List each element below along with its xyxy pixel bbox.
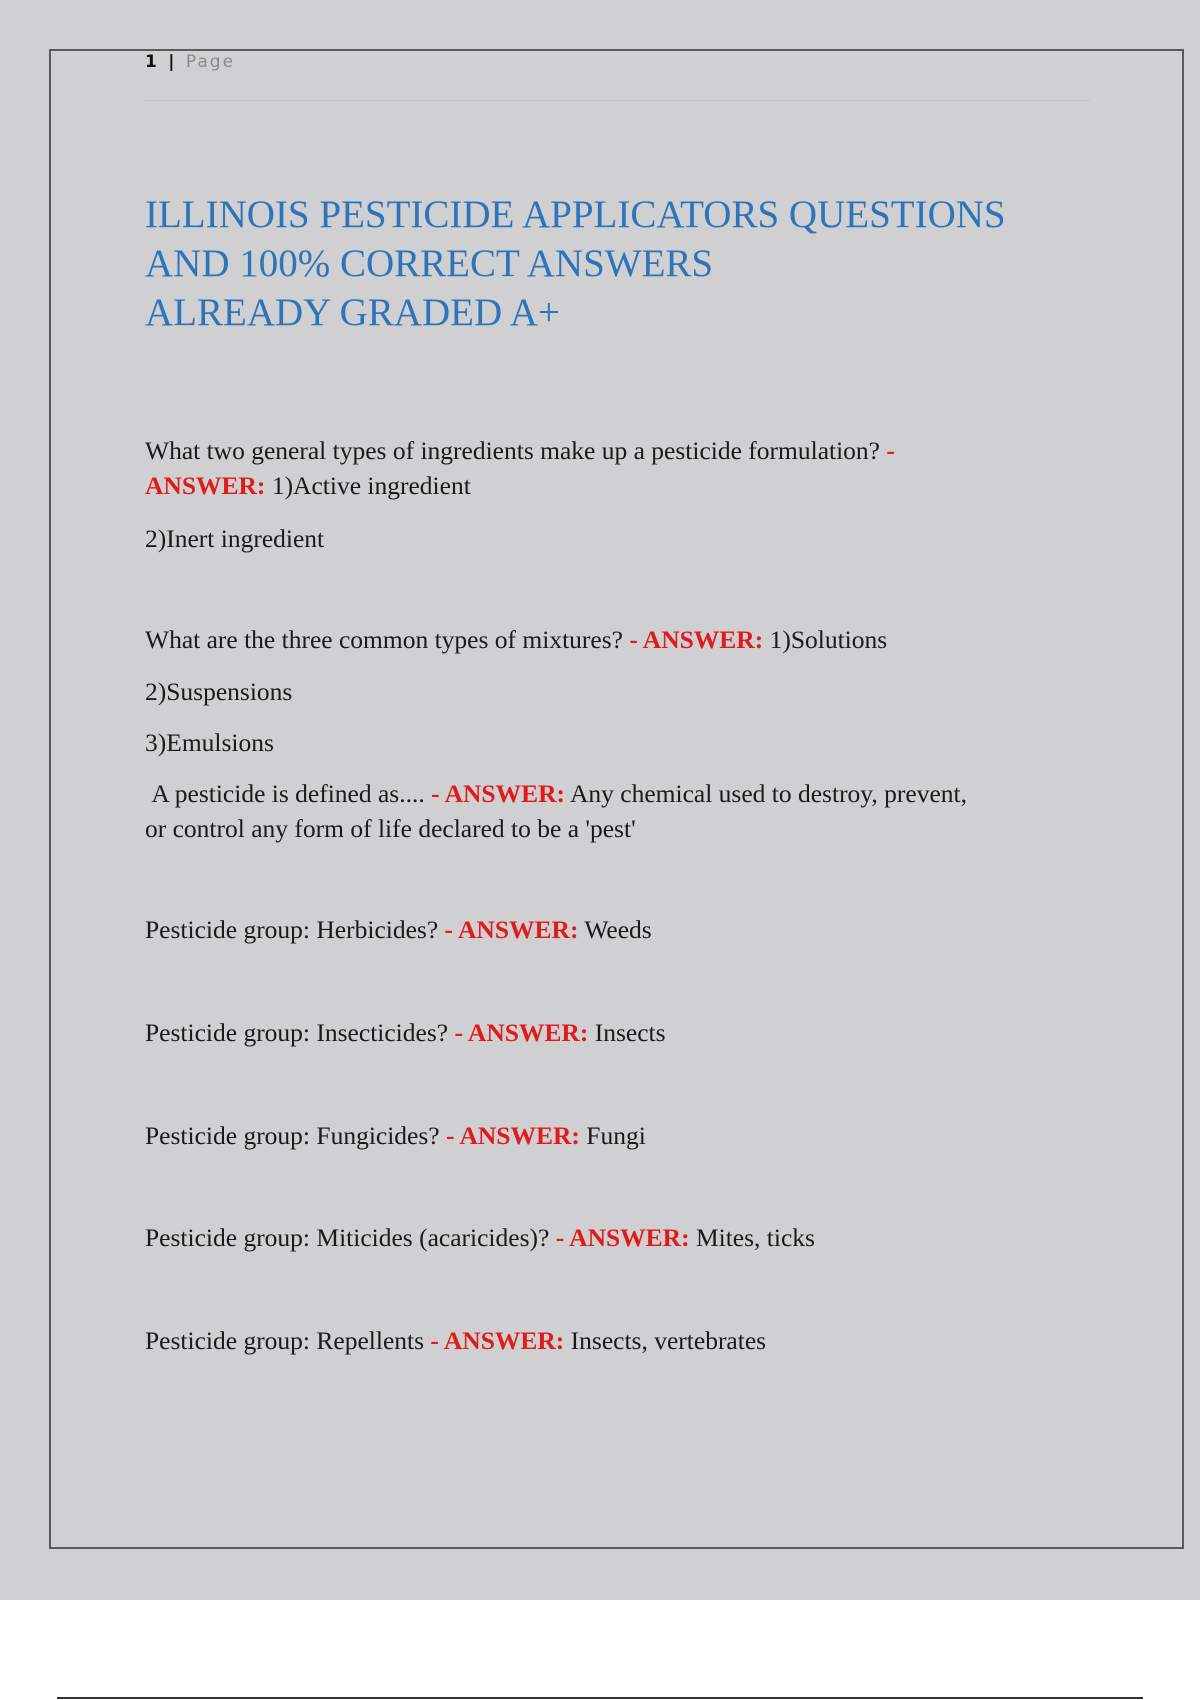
answer-text: Mites, ticks — [695, 1223, 815, 1252]
answer-text-continued: or control any form of life declared to be a 'pest' — [145, 814, 636, 843]
qa-item-3 — [145, 776, 1095, 846]
qa-item-4 — [145, 912, 1095, 947]
answer-continuation: 2)Suspensions — [145, 677, 293, 706]
header-separator: | — [168, 52, 177, 72]
answer-marker: - ANSWER: — [454, 1018, 589, 1047]
qa-item-2-extra-2 — [145, 725, 1095, 760]
qa-item-1-extra — [145, 521, 1095, 556]
title-line-3: ALREADY GRADED A+ — [145, 291, 560, 334]
answer-text: Insects, vertebrates — [570, 1326, 767, 1355]
document-title — [145, 190, 1105, 337]
answer-marker: - ANSWER: — [430, 1326, 565, 1355]
page-label: Page — [185, 52, 236, 72]
page-number: 1 — [145, 52, 159, 72]
answer-continuation: 2)Inert ingredient — [145, 524, 325, 553]
answer-text: Fungi — [586, 1121, 646, 1150]
qa-item-6 — [145, 1118, 1095, 1153]
answer-marker: - ANSWER: — [555, 1223, 690, 1252]
answer-dash: - — [886, 436, 895, 465]
answer-text: Insects — [594, 1018, 666, 1047]
answer-text: 1)Active ingredient — [271, 471, 471, 500]
answer-text: Any chemical used to destroy, prevent, — [569, 779, 967, 808]
header-divider — [145, 100, 1090, 101]
bottom-rule — [57, 1697, 1143, 1699]
title-line-2: AND 100% CORRECT ANSWERS — [145, 242, 714, 285]
qa-item-2 — [145, 622, 1095, 657]
question-text: Pesticide group: Fungicides? — [145, 1121, 440, 1150]
qa-item-2-extra-1 — [145, 674, 1095, 709]
question-text: Pesticide group: Repellents — [145, 1326, 425, 1355]
answer-label: ANSWER: — [145, 471, 266, 500]
question-text: Pesticide group: Miticides (acaricides)? — [145, 1223, 550, 1252]
page-header — [145, 52, 235, 72]
answer-marker: - ANSWER: — [444, 915, 579, 944]
qa-item-1 — [145, 433, 1095, 503]
answer-marker: - ANSWER: — [446, 1121, 580, 1150]
answer-text: 1)Solutions — [769, 625, 888, 654]
question-text: Pesticide group: Insecticides? — [145, 1018, 449, 1047]
qa-item-8 — [145, 1323, 1095, 1358]
title-line-1: ILLINOIS PESTICIDE APPLICATORS QUESTIONS — [145, 193, 1006, 236]
question-text: A pesticide is defined as.... — [151, 779, 425, 808]
question-text: Pesticide group: Herbicides? — [145, 915, 439, 944]
question-text: What two general types of ingredients make up a pesticide formulation? — [145, 436, 881, 465]
answer-continuation: 3)Emulsions — [145, 728, 274, 757]
question-text: What are the three common types of mixtures? — [145, 625, 623, 654]
answer-marker: - ANSWER: — [629, 625, 764, 654]
answer-text: Weeds — [584, 915, 652, 944]
qa-item-5 — [145, 1015, 1095, 1050]
answer-marker: - ANSWER: — [431, 779, 565, 808]
qa-item-7 — [145, 1220, 1095, 1255]
